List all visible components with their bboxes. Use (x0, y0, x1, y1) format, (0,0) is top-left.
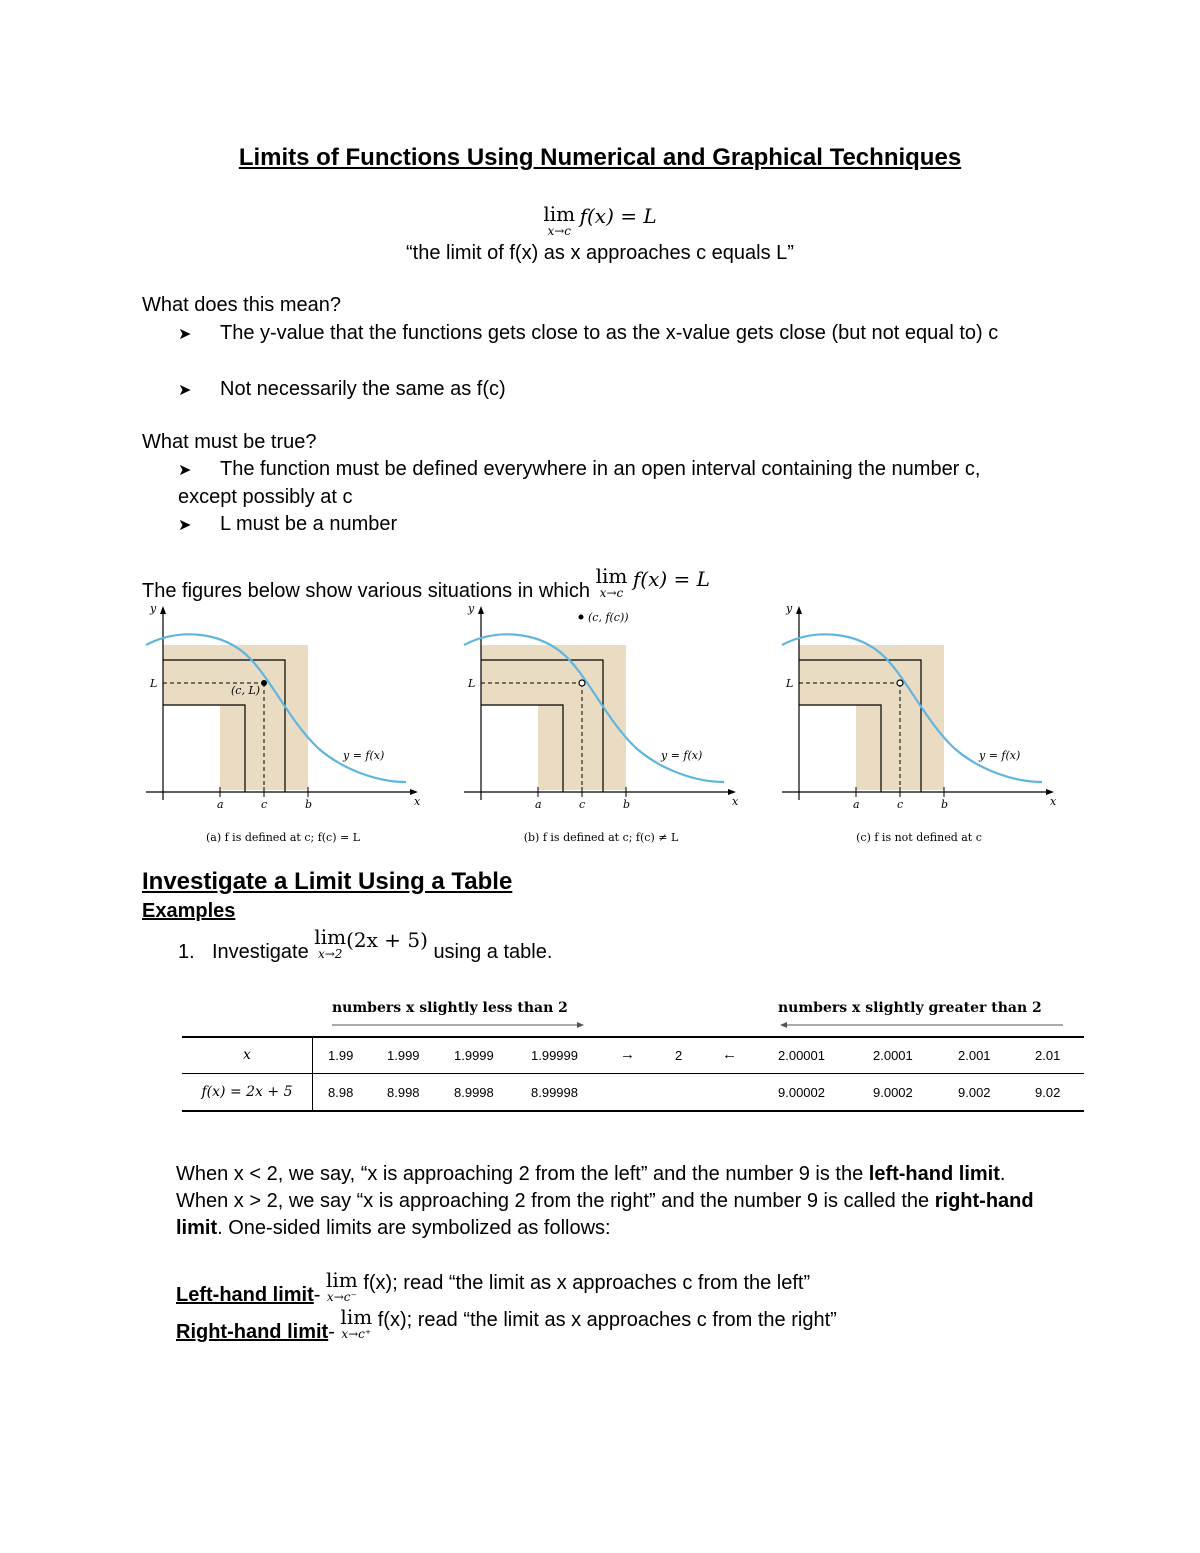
table-cell: 8.9998 (454, 1085, 494, 1100)
left-arrow-line (332, 1020, 592, 1030)
curve-label: y = f(x) (979, 749, 1021, 762)
question-meaning: What does this mean? (142, 294, 341, 316)
tick-c-label: c (579, 798, 586, 811)
axis-x-label: x (414, 795, 421, 808)
question-true: What must be true? (142, 431, 317, 453)
left-hand-limit-label: Left-hand limit (176, 1284, 314, 1306)
curve-label: y = f(x) (661, 749, 703, 762)
explanation-paragraph (176, 1161, 1056, 1242)
figure-caption: (b) f is defined at c; f(c) ≠ L (523, 831, 679, 844)
arrow-bullet-icon: ➤ (178, 517, 192, 534)
axis-x-label: x (732, 795, 739, 808)
right-arrow-line (778, 1020, 1068, 1030)
point-label: (c, f(c)) (588, 611, 629, 624)
explanation-text: . One-sided limits are symbolized as follows: (217, 1217, 611, 1239)
table-left-header: numbers x slightly less than 2 (332, 1000, 568, 1016)
table-cell: 2.01 (1035, 1048, 1061, 1063)
axis-L-label: L (150, 677, 158, 690)
example-post: using a table. (433, 941, 553, 963)
lim-word: lim (314, 925, 347, 949)
bullet-text: The y-value that the functions gets close to as the x-value gets close (but not equal to) c (220, 322, 999, 344)
arrow-bullet-icon: ➤ (178, 462, 192, 479)
tick-a-label: a (535, 798, 542, 811)
lim-subscript: x→2 (317, 947, 343, 961)
arrow-bullet-icon: ➤ (178, 382, 192, 399)
tick-b-label: b (305, 798, 313, 811)
lim-subscript: x→c⁺ (341, 1327, 372, 1341)
right-hand-limit-label: Right-hand limit (176, 1321, 329, 1343)
right-hand-limit-text: f(x); read “the limit as x approaches c from the right” (377, 1309, 837, 1331)
table-cell: 1.9999 (454, 1048, 494, 1063)
axis-x-label: x (1050, 795, 1057, 808)
tick-c-label: c (897, 798, 904, 811)
lim-operator (314, 927, 346, 960)
bullet-true-2 (178, 511, 1038, 539)
lim-operator (596, 566, 628, 599)
lim-operator (340, 1307, 372, 1340)
definition-reading: “the limit of f(x) as x approaches c equals L” (406, 242, 794, 264)
axis-L-label: L (786, 677, 794, 690)
table-cell: 8.99998 (531, 1085, 578, 1100)
example-expression: (2x + 5) (346, 928, 428, 952)
limit-table (182, 996, 1084, 1114)
figures-intro-text: The figures below show various situations in which (142, 580, 590, 602)
lim-word: lim (543, 202, 576, 226)
table-cell: 8.98 (328, 1085, 354, 1100)
dash: - (328, 1321, 341, 1343)
table-right-header: numbers x slightly greater than 2 (778, 1000, 1042, 1016)
bullet-text: The function must be defined everywhere in an open interval containing the number c, except possibly at c (178, 458, 981, 508)
figure-caption: (c) f is not defined at c (856, 831, 982, 844)
example-1 (178, 927, 552, 966)
lim-subscript: x→c (547, 224, 572, 238)
table-cell: 9.02 (1035, 1085, 1061, 1100)
bullet-meaning-1 (178, 320, 1038, 348)
left-hand-limit-line (176, 1270, 810, 1309)
axis-y-label: y (150, 602, 157, 615)
curve-label: y = f(x) (343, 749, 385, 762)
dash: - (313, 1284, 326, 1306)
row-f-label: f(x) = 2x + 5 (201, 1084, 293, 1100)
figure-caption: (a) f is defined at c; f(c) = L (205, 831, 361, 844)
table-cell: 2 (675, 1048, 683, 1063)
lim-word: lim (595, 564, 628, 588)
section-heading-table: Investigate a Limit Using a Table (142, 868, 513, 895)
tick-b-label: b (623, 798, 631, 811)
table-top-rule (182, 1036, 1084, 1038)
table-cell: 9.00002 (778, 1085, 825, 1100)
figures-row (138, 600, 1078, 850)
figure-a (138, 600, 428, 850)
table-cell: 1.99 (328, 1048, 354, 1063)
table-cell: 9.002 (958, 1085, 991, 1100)
tick-a-label: a (217, 798, 224, 811)
table-cell: 2.0001 (873, 1048, 913, 1063)
axis-y-label: y (786, 602, 793, 615)
explanation-text: When x < 2, we say, “x is approaching 2 from the left” and the number 9 is the (176, 1163, 869, 1185)
lim-operator (326, 1270, 358, 1303)
table-cell: → (620, 1046, 635, 1063)
bullet-true-1 (178, 456, 1038, 511)
lim-operator (543, 204, 575, 237)
bullet-text: L must be a number (220, 513, 398, 535)
left-hand-limit-text: f(x); read “the limit as x approaches c from the left” (363, 1272, 811, 1294)
bullet-text: Not necessarily the same as f(c) (220, 378, 506, 400)
example-number: 1. (178, 941, 195, 963)
examples-heading: Examples (142, 900, 236, 922)
table-col-divider (312, 1037, 313, 1111)
example-pre: Investigate (212, 941, 309, 963)
table-cell: 8.998 (387, 1085, 420, 1100)
table-cell: 9.0002 (873, 1085, 913, 1100)
right-hand-limit-term: right-hand limit (176, 1190, 1034, 1239)
table-cell: 1.99999 (531, 1048, 578, 1063)
lim-subscript: x→c (599, 586, 624, 600)
left-hand-limit-term: left-hand limit (868, 1163, 1000, 1185)
formula-rest: f(x) = L (579, 204, 657, 228)
limit-definition-formula (0, 204, 1200, 240)
table-bottom-rule (182, 1110, 1084, 1112)
arrow-bullet-icon: ➤ (178, 326, 192, 343)
table-mid-rule (182, 1073, 1084, 1074)
tick-c-label: c (261, 798, 268, 811)
axis-y-label: y (468, 602, 475, 615)
lim-subscript: x→c⁻ (326, 1290, 357, 1304)
table-cell: 2.001 (958, 1048, 991, 1063)
page-title: Limits of Functions Using Numerical and Graphical Techniques (238, 144, 962, 171)
axis-L-label: L (468, 677, 476, 690)
lim-word: lim (340, 1305, 373, 1329)
row-x-label: x (243, 1047, 251, 1063)
table-cell: 1.999 (387, 1048, 420, 1063)
bullet-meaning-2 (178, 376, 1038, 404)
figure-c (774, 600, 1064, 850)
figure-b (456, 600, 746, 850)
explanation-text: . When x > 2, we say “x is approaching 2 from the right” and the number 9 is called the (176, 1163, 1006, 1212)
tick-a-label: a (853, 798, 860, 811)
lim-word: lim (325, 1268, 358, 1292)
point-label: (c, L) (231, 684, 261, 697)
formula-rest: f(x) = L (632, 567, 710, 591)
right-hand-limit-line (176, 1307, 837, 1346)
tick-b-label: b (941, 798, 949, 811)
table-cell: 2.00001 (778, 1048, 825, 1063)
table-cell: ← (722, 1046, 737, 1063)
